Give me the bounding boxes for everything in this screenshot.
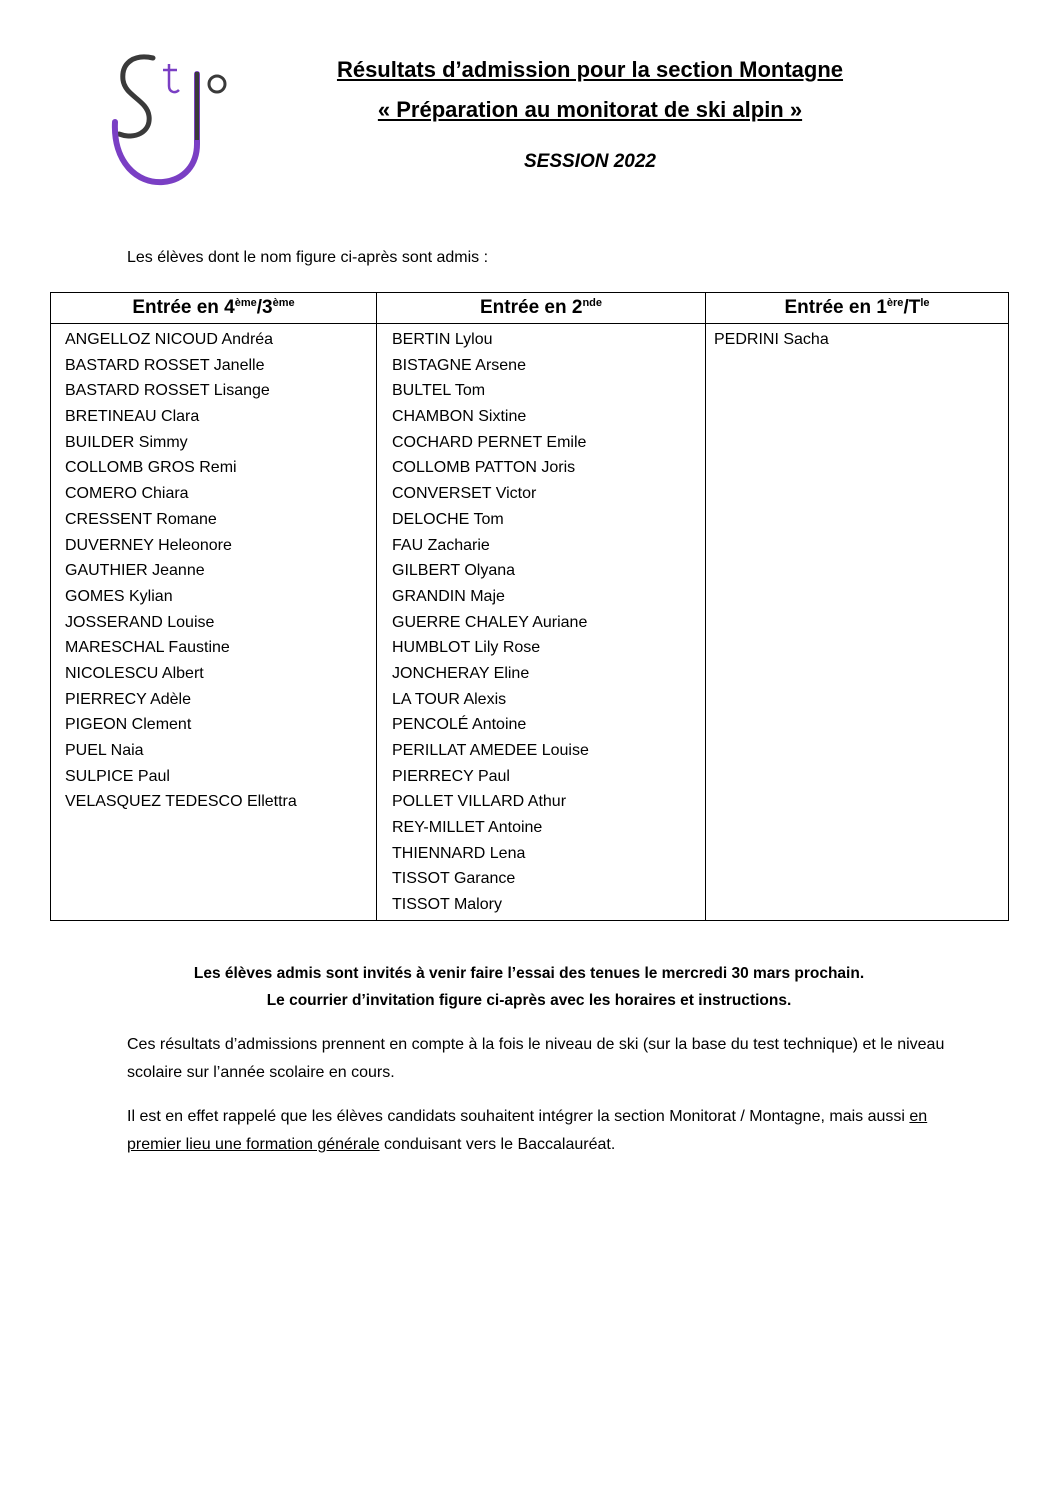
student-name: BULTEL Tom <box>392 382 486 400</box>
student-name: GILBERT Olyana <box>392 562 516 580</box>
page-subtitle: « Préparation au monitorat de ski alpin » <box>377 97 803 122</box>
student-name: SULPICE Paul <box>65 767 170 785</box>
student-name: TISSOT Garance <box>392 870 516 888</box>
school-logo <box>105 52 235 192</box>
page-title: Résultats d’admission pour la section Montagne <box>336 57 844 82</box>
student-name: DELOCHE Tom <box>392 510 504 528</box>
student-name: FAU Zacharie <box>392 536 490 554</box>
student-name: GUERRE CHALEY Auriane <box>392 613 588 631</box>
header-sup: nde <box>582 297 602 309</box>
student-name: COLLOMB PATTON Joris <box>392 459 576 477</box>
student-name: PEDRINI Sacha <box>714 331 829 348</box>
student-name: ANGELLOZ NICOUD Andréa <box>65 331 274 348</box>
student-name: PERILLAT AMEDEE Louise <box>392 742 589 759</box>
column-2nde <box>377 324 706 921</box>
student-name: JOSSERAND Louise <box>65 613 215 631</box>
header-sup: le <box>920 297 930 309</box>
student-name: BASTARD ROSSET Lisange <box>65 382 270 400</box>
header-text: Entrée en 1 <box>784 297 887 318</box>
student-name: COMERO Chiara <box>65 485 189 503</box>
notice-line: Le courrier d’invitation figure ci-après avec les horaires et instructions. <box>266 992 792 1009</box>
column-1ere-tle <box>706 324 1009 921</box>
reminder-underlined-text: en premier lieu une formation générale <box>127 1108 928 1153</box>
student-name: BUILDER Simmy <box>65 433 188 451</box>
header-text: Entrée en 2 <box>480 297 583 318</box>
header-sup: ème <box>234 297 257 309</box>
student-name: PIGEON Clement <box>65 716 192 734</box>
student-name: PENCOLÉ Antoine <box>392 716 527 734</box>
student-name: THIENNARD Lena <box>392 844 526 862</box>
names-list <box>377 327 705 918</box>
student-name: GOMES Kylian <box>65 587 173 605</box>
student-name: PIERRECY Paul <box>392 767 510 785</box>
student-name: BRETINEAU Clara <box>65 408 200 426</box>
student-name: JONCHERAY Eline <box>392 664 530 682</box>
column-header-1ere-tle <box>706 293 1009 324</box>
student-name: GAUTHIER Jeanne <box>65 562 205 580</box>
student-name: DUVERNEY Heleonore <box>65 536 232 554</box>
student-name: BERTIN Lylou <box>392 331 493 348</box>
student-name: TISSOT Malory <box>392 896 502 914</box>
student-name: CHAMBON Sixtine <box>392 408 527 426</box>
student-name: NICOLESCU Albert <box>65 664 204 682</box>
student-name: BISTAGNE Arsene <box>392 356 526 374</box>
header-text: /T <box>903 297 921 318</box>
header-text: /3 <box>256 297 273 318</box>
header-text: Entrée en 4 <box>132 297 235 318</box>
column-header-2nde <box>377 293 706 324</box>
header-sup: ère <box>886 297 904 309</box>
intro-text: Les élèves dont le nom figure ci-après sont admis : <box>127 249 489 266</box>
student-name: CONVERSET Victor <box>392 485 537 503</box>
invitation-notice <box>60 960 998 1014</box>
student-name: GRANDIN Maje <box>392 587 505 605</box>
criteria-paragraph: Ces résultats d’admissions prennent en compte à la fois le niveau de ski (sur la base du test technique) et le niveau scolaire sur l’année scolaire en cours. <box>127 1036 945 1081</box>
student-name: HUMBLOT Lily Rose <box>392 639 541 657</box>
column-header-4e-3e <box>51 293 377 324</box>
reminder-text: Il est en effet rappelé que les élèves candidats souhaitent intégrer la section Monitorat / Montagne, mais aussi <box>127 1108 910 1125</box>
session-label: SESSION 2022 <box>523 151 657 172</box>
column-4e-3e <box>51 324 377 921</box>
student-name: BASTARD ROSSET Janelle <box>65 356 265 374</box>
reminder-paragraph <box>127 1103 957 1159</box>
student-name: LA TOUR Alexis <box>392 690 507 708</box>
student-name: COLLOMB GROS Remi <box>65 459 237 477</box>
admission-table <box>50 292 1009 921</box>
student-name: PIERRECY Adèle <box>65 690 191 708</box>
student-name: COCHARD PERNET Emile <box>392 433 587 451</box>
names-list <box>706 327 1008 353</box>
header-sup: ème <box>272 297 295 309</box>
reminder-text: conduisant vers le Baccalauréat. <box>379 1136 616 1153</box>
student-name: VELASQUEZ TEDESCO Ellettra <box>65 793 297 811</box>
notice-line: Les élèves admis sont invités à venir faire l’essai des tenues le mercredi 30 mars prochain. <box>193 965 865 982</box>
student-name: POLLET VILLARD Athur <box>392 793 567 811</box>
student-name: REY-MILLET Antoine <box>392 819 543 837</box>
student-name: CRESSENT Romane <box>65 510 217 528</box>
student-name: PUEL Naia <box>65 742 144 759</box>
student-name: MARESCHAL Faustine <box>65 639 230 657</box>
names-list <box>51 327 376 815</box>
